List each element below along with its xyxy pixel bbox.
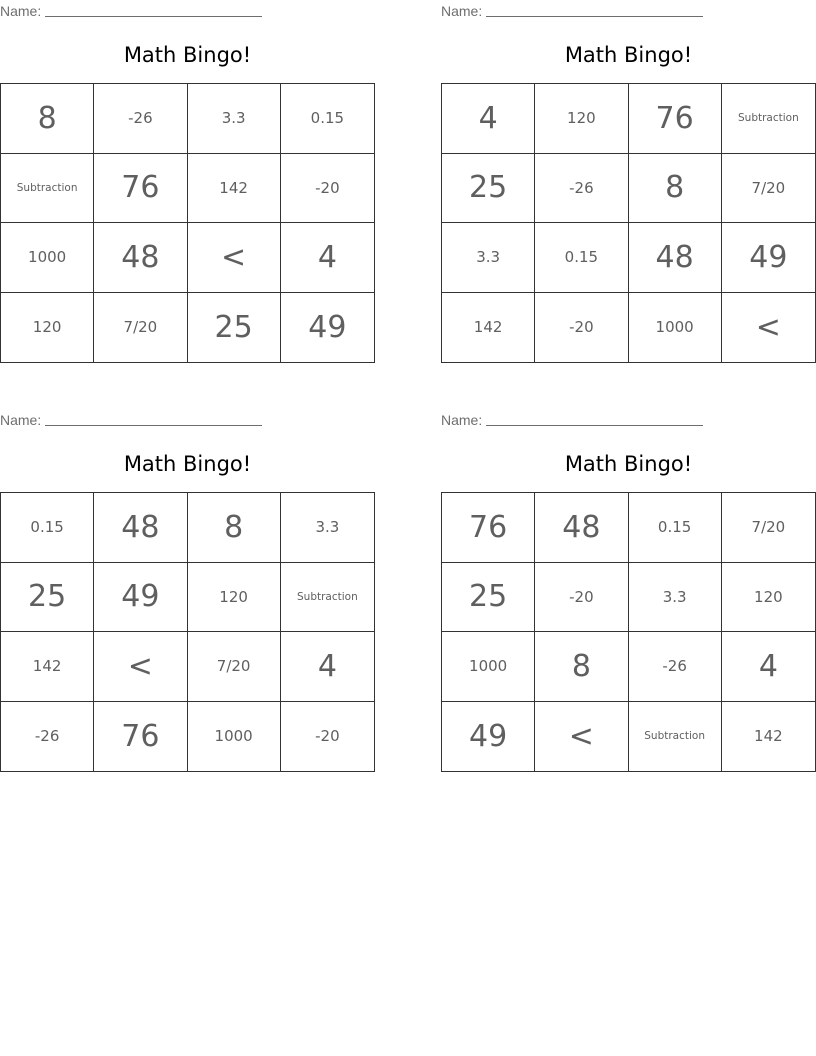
bingo-cell: 49 [722,223,815,293]
name-write-line [45,424,262,426]
bingo-cell: < [94,632,187,702]
bingo-cell: 142 [188,154,281,224]
bingo-cell: 25 [1,563,94,633]
bingo-cell: -26 [1,702,94,772]
bingo-cell: 8 [1,84,94,154]
bingo-cell: 76 [629,84,722,154]
bingo-cell: -20 [315,727,340,746]
bingo-cell: Subtraction [629,702,722,772]
bingo-cell: 7/20 [94,293,187,363]
bingo-cell: 0.15 [281,84,374,154]
bingo-cell: 3.3 [281,493,374,563]
bingo-cell: 142 [754,727,783,746]
bingo-cell: 4 [722,632,815,702]
bingo-cell: 8 [188,493,281,563]
bingo-card-3 [0,409,375,789]
card-title: Math Bingo! [564,452,693,476]
bingo-grid [441,492,816,772]
name-write-line [486,15,703,17]
bingo-cell: 49 [442,702,535,772]
bingo-cell: 142 [442,293,535,363]
bingo-cell: -20 [281,154,374,224]
bingo-cell: 25 [442,154,535,224]
bingo-cell: 120 [722,563,815,633]
name-label: Name: [441,3,483,19]
bingo-cell: 120 [535,84,628,154]
bingo-cell: 3.3 [188,84,281,154]
bingo-cell: 0.15 [535,223,628,293]
card-title: Math Bingo! [564,43,693,67]
bingo-cell: 25 [188,293,281,363]
bingo-cell: 76 [94,154,187,224]
bingo-cell: 3.3 [442,223,535,293]
bingo-cell: -20 [535,563,628,633]
bingo-cell: 76 [94,702,187,772]
bingo-cell: 1000 [442,632,535,702]
bingo-cell: 7/20 [722,493,815,563]
bingo-cell: 1000 [629,293,722,363]
bingo-cell: 48 [94,223,187,293]
bingo-cell: 4 [442,84,535,154]
name-label: Name: [441,412,483,428]
bingo-cell: 7/20 [722,154,815,224]
bingo-cell: 49 [308,309,347,345]
bingo-cell: 120 [1,293,94,363]
name-label: Name: [0,3,42,19]
bingo-cell: 8 [535,632,628,702]
card-title: Math Bingo! [123,43,252,67]
bingo-cell: 4 [281,632,374,702]
bingo-grid [441,83,816,363]
bingo-cell: -26 [94,84,187,154]
bingo-cell: 4 [281,223,374,293]
bingo-cell: 8 [629,154,722,224]
bingo-cell: 76 [442,493,535,563]
bingo-cell: -26 [629,632,722,702]
bingo-cell: < [755,309,781,345]
bingo-cell: -26 [535,154,628,224]
bingo-cell: 7/20 [188,632,281,702]
bingo-cell: 25 [442,563,535,633]
name-write-line [486,424,703,426]
bingo-cell: < [535,702,628,772]
name-label: Name: [0,412,42,428]
bingo-cell: 0.15 [629,493,722,563]
bingo-cell: 48 [94,493,187,563]
name-write-line [45,15,262,17]
name-field [0,2,262,20]
bingo-cell: 120 [188,563,281,633]
bingo-cell: 142 [1,632,94,702]
name-field [0,411,262,429]
bingo-card-4 [441,409,816,789]
bingo-card-2 [441,0,816,380]
bingo-cell: -20 [535,293,628,363]
bingo-grid [0,83,375,363]
name-field [441,2,703,20]
bingo-cell: < [188,223,281,293]
bingo-cell: 1000 [1,223,94,293]
bingo-cell: 49 [94,563,187,633]
bingo-card-1 [0,0,375,380]
bingo-grid [0,492,375,772]
bingo-cell: Subtraction [1,154,94,224]
bingo-cell: Subtraction [281,563,374,633]
bingo-cell: Subtraction [722,84,815,154]
bingo-cell: 3.3 [629,563,722,633]
name-field [441,411,703,429]
bingo-cell: 1000 [188,702,281,772]
card-title: Math Bingo! [123,452,252,476]
bingo-cell: 48 [535,493,628,563]
bingo-cell: 48 [629,223,722,293]
bingo-cell: 0.15 [1,493,94,563]
